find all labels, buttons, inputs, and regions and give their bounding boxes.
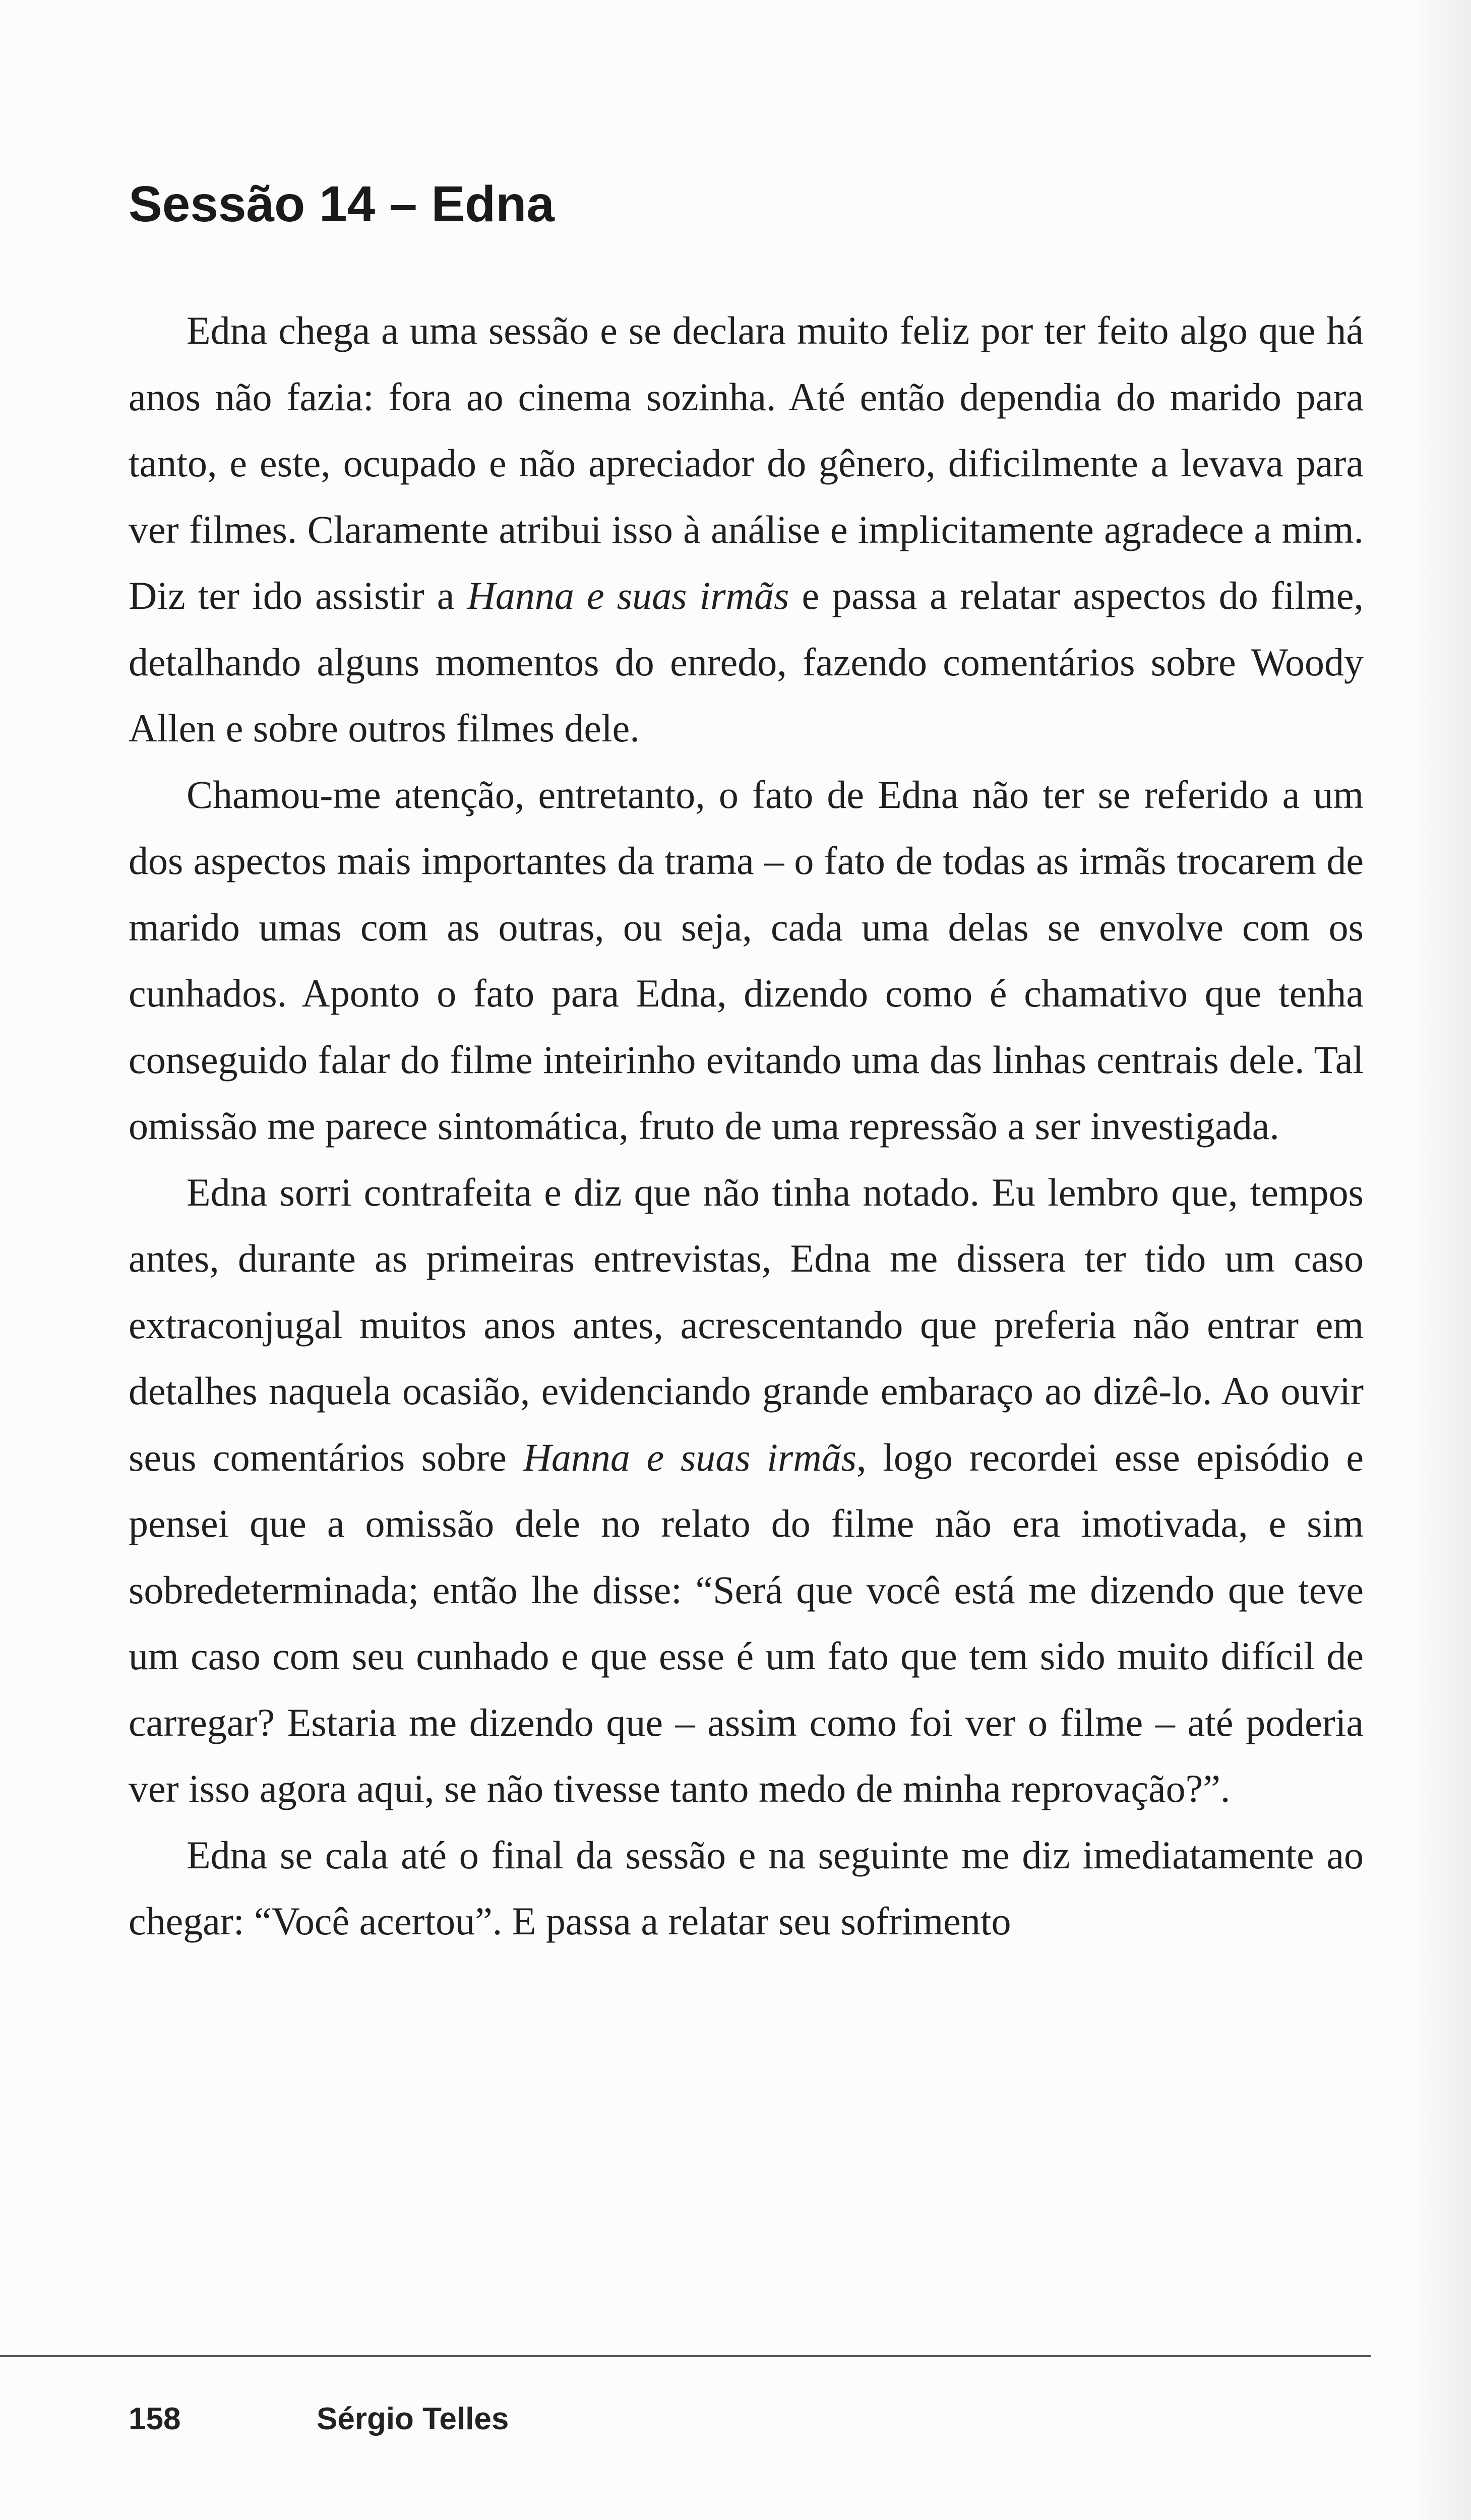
text-run: Chamou-me atenção, entretanto, o fato de Edna não ter se referido a um dos aspectos mais importantes da trama – o fato de todas as irmãs trocarem de marido umas com as outras, ou seja, cada uma delas se envolve com os cunhados. Aponto o fato para Edna, dizendo como é chamativo que tenha conseguido falar do filme inteirinho evitando uma das linhas centrais dele. Tal omissão me parece sintomática, fruto de uma repressão a ser investigada. (129, 772, 1364, 1148)
footer-divider (0, 2355, 1371, 2357)
film-title-italic: Hanna e suas irmãs (523, 1435, 857, 1479)
paragraph (129, 762, 1364, 1159)
paragraph (129, 297, 1364, 762)
section-title: Sessão 14 – Edna (129, 176, 555, 232)
text-run: , logo recordei esse episódio e pensei que a omissão dele no relato do filme não era imotivada, e sim sobredeterminada; então lhe disse: “Será que você está me dizendo que teve um caso com seu cunhado e que esse é um fato que tem sido muito difícil de carregar? Estaria me dizendo que – assim como foi ver o filme – até poderia ver isso agora aqui, se não tivesse tanto medo de minha reprovação?”. (129, 1435, 1364, 1810)
running-footer-author: Sérgio Telles (317, 2402, 509, 2436)
text-run: Edna sorri contrafeita e diz que não tinha notado. Eu lembro que, tempos antes, durante as primeiras entrevistas, Edna me dissera ter tido um caso extraconjugal muitos anos antes, acrescentando que preferia não entrar em detalhes naquela ocasião, evidenciando grande embaraço ao dizê-lo. Ao ouvir seus comentários sobre (129, 1170, 1364, 1479)
text-run: Edna se cala até o final da sessão e na seguinte me diz imediatamente ao chegar: “Você acertou”. E passa a relatar seu sofrimento (129, 1833, 1364, 1943)
film-title-italic: Hanna e suas irmãs (467, 574, 789, 617)
paragraph (129, 1822, 1364, 1955)
page-number: 158 (129, 2402, 181, 2436)
body-text (129, 297, 1364, 1955)
paragraph (129, 1159, 1364, 1822)
text-run: e passa a relatar aspectos do filme, detalhando alguns momentos do enredo, fazendo comentários sobre Woody Allen e sobre outros filmes dele. (129, 574, 1364, 750)
page-edge-shadow (1416, 0, 1471, 2520)
text-run: Edna chega a uma sessão e se declara muito feliz por ter feito algo que há anos não fazia: fora ao cinema sozinha. Até então dependia do marido para tanto, e este, ocupado e não apreciador do gênero, dificilmente a levava para ver filmes. Claramente atribui isso à análise e implicitamente agradece a mim. Diz ter ido assistir a (129, 308, 1364, 617)
